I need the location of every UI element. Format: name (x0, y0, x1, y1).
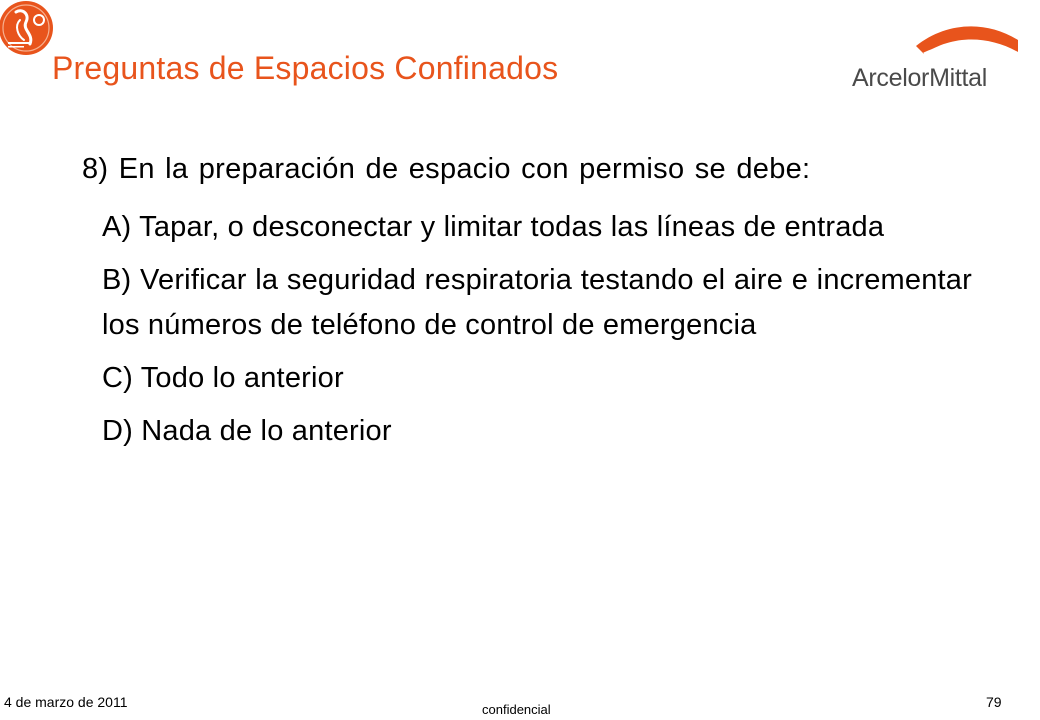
slide-title: Preguntas de Espacios Confinados (52, 50, 559, 86)
arcelormittal-logo (846, 20, 1021, 100)
arcelormittal-wordmark: ArcelorMittal (852, 64, 988, 92)
answer-option-a: A) Tapar, o desconectar y limitar todas las líneas de entrada (102, 211, 885, 243)
answer-options-list (102, 205, 972, 462)
question-text: 8) En la preparación de espacio con permiso se debe: (82, 153, 811, 185)
answer-option-b: B) Verificar la seguridad respiratoria testando el aire e incrementar los números de teléfono de control de emergencia (102, 264, 972, 341)
health-safety-logo-icon (0, 0, 56, 60)
footer-page-number: 79 (986, 694, 1002, 710)
footer-confidential-label: confidencial (482, 702, 551, 717)
answer-option-c: C) Todo lo anterior (102, 362, 344, 394)
answer-option-d: D) Nada de lo anterior (102, 415, 392, 447)
footer-date: 4 de marzo de 2011 (4, 694, 128, 710)
